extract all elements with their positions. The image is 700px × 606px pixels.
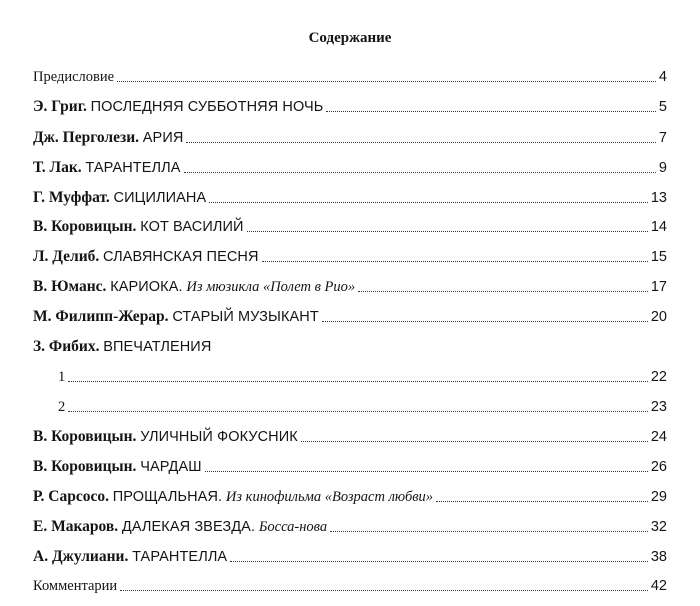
dot-leader — [205, 471, 648, 472]
dot-leader — [209, 202, 648, 203]
part-number: 1 — [58, 369, 66, 385]
page-number: 32 — [650, 519, 667, 535]
composer-name: В. Юманс. — [33, 278, 107, 295]
piece-title: ПРОЩАЛЬНАЯ. — [112, 489, 223, 505]
page-number: 13 — [650, 190, 667, 206]
composer-name: Э. Григ. — [33, 98, 87, 115]
page-number: 24 — [650, 429, 667, 445]
dot-leader — [68, 411, 648, 412]
composer-name: Дж. Перголези. — [33, 129, 140, 146]
toc-row — [33, 486, 667, 506]
dot-leader — [247, 231, 648, 232]
piece-title: СИЦИЛИАНА — [113, 190, 207, 206]
composer-name: В. Коровицын. — [33, 218, 137, 235]
toc-row — [33, 306, 667, 326]
composer-name: В. Коровицын. — [33, 428, 137, 445]
composer-name: Е. Макаров. — [33, 518, 119, 535]
page-number: 42 — [650, 578, 667, 594]
toc-row — [33, 516, 667, 536]
toc-row — [33, 426, 667, 446]
piece-title: УЛИЧНЫЙ ФОКУСНИК — [140, 429, 298, 445]
page-number: 15 — [650, 249, 667, 265]
page-number: 23 — [650, 399, 667, 415]
dot-leader — [117, 81, 656, 82]
piece-title: ЧАРДАШ — [140, 459, 202, 475]
piece-subtitle: Из мюзикла «Полет в Рио» — [186, 279, 356, 295]
piece-title: КАРИОКА. — [110, 279, 183, 295]
page-number: 22 — [650, 369, 667, 385]
page-number: 9 — [658, 160, 667, 176]
dot-leader — [301, 441, 648, 442]
composer-name: А. Джулиани. — [33, 548, 129, 565]
toc-row — [33, 96, 667, 116]
piece-title: ПОСЛЕДНЯЯ СУББОТНЯЯ НОЧЬ — [90, 99, 324, 115]
piece-title: АРИЯ — [142, 130, 184, 146]
toc-row — [33, 157, 667, 177]
page-number: 17 — [650, 279, 667, 295]
piece-title: ДАЛЕКАЯ ЗВЕЗДА. — [121, 519, 256, 535]
toc-row — [33, 246, 667, 266]
entry-label: Предисловие — [33, 69, 115, 85]
page-number: 5 — [658, 99, 667, 115]
page-number: 4 — [658, 69, 667, 85]
page-number: 38 — [650, 549, 667, 565]
toc-row — [33, 127, 667, 147]
piece-title: ТАРАНТЕЛЛА — [132, 549, 228, 565]
contents-heading: Содержание — [308, 30, 392, 46]
composer-name: Т. Лак. — [33, 159, 82, 176]
composer-name: М. Филипп-Жерар. — [33, 308, 169, 325]
dot-leader — [230, 561, 648, 562]
toc-row — [33, 546, 667, 566]
piece-subtitle: Босса-нова — [258, 519, 328, 535]
page-number: 20 — [650, 309, 667, 325]
toc-row — [33, 276, 667, 296]
composer-name: Г. Муффат. — [33, 189, 110, 206]
composer-name: Л. Делиб. — [33, 248, 100, 265]
piece-title: ТАРАНТЕЛЛА — [85, 160, 181, 176]
piece-title: КОТ ВАСИЛИЙ — [140, 219, 244, 235]
dot-leader — [184, 172, 656, 173]
composer-name: Р. Сарсосо. — [33, 488, 109, 505]
dot-leader — [68, 381, 648, 382]
piece-title: СТАРЫЙ МУЗЫКАНТ — [172, 309, 319, 325]
composer-name: З. Фибих. — [33, 338, 100, 355]
dot-leader — [322, 321, 648, 322]
dot-leader — [262, 261, 648, 262]
toc-subrow — [58, 366, 667, 386]
toc-subrow — [58, 396, 667, 416]
part-number: 2 — [58, 399, 66, 415]
composer-name: В. Коровицын. — [33, 458, 137, 475]
toc-row-comments — [33, 575, 667, 595]
piece-title: ВПЕЧАТЛЕНИЯ — [103, 339, 212, 355]
page-number: 26 — [650, 459, 667, 475]
piece-subtitle: Из кинофильма «Возраст любви» — [225, 489, 434, 505]
dot-leader — [120, 590, 648, 591]
entry-label: Комментарии — [33, 578, 118, 594]
toc-row — [33, 216, 667, 236]
dot-leader — [330, 531, 648, 532]
dot-leader — [358, 291, 648, 292]
page-number: 7 — [658, 130, 667, 146]
toc-row — [33, 187, 667, 207]
dot-leader — [436, 501, 648, 502]
toc-row-section — [33, 336, 667, 356]
piece-title: СЛАВЯНСКАЯ ПЕСНЯ — [103, 249, 259, 265]
dot-leader — [186, 142, 656, 143]
dot-leader — [326, 111, 655, 112]
toc-row — [33, 456, 667, 476]
page-number: 14 — [650, 219, 667, 235]
page-number: 29 — [650, 489, 667, 505]
toc-row-preface — [33, 66, 667, 86]
